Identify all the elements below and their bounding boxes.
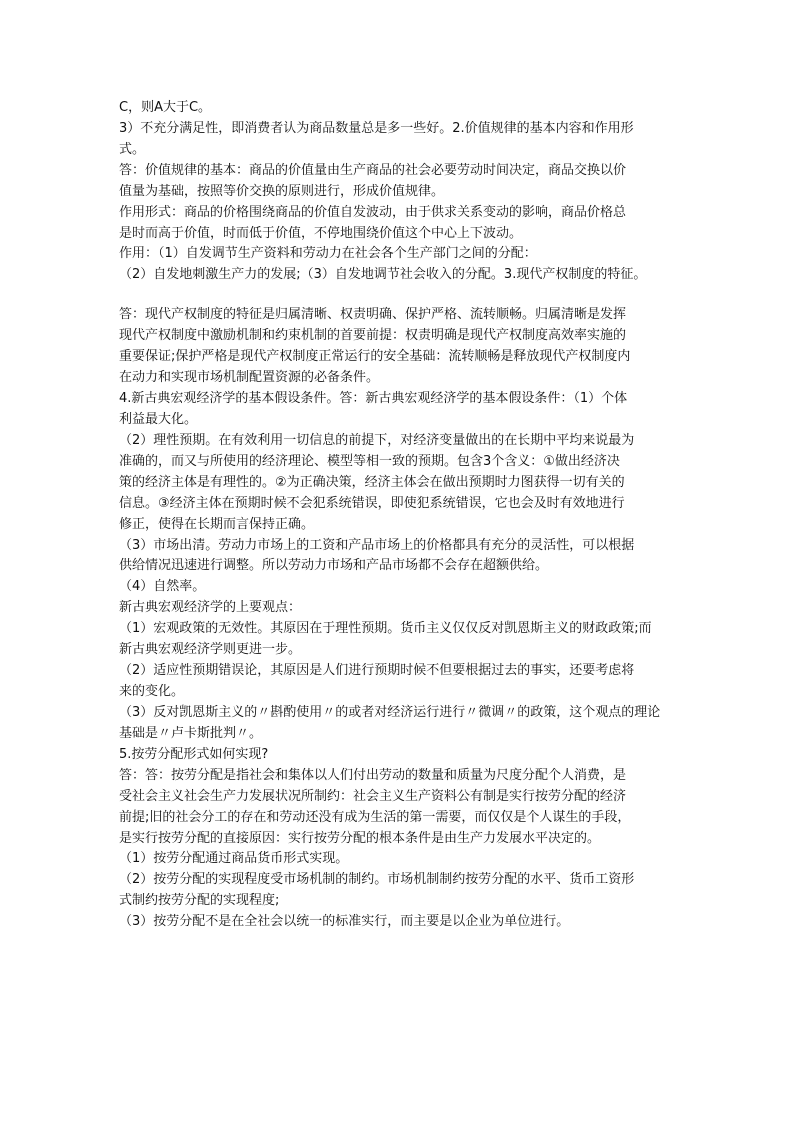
text-line: 信息。③经济主体在预期时候不会犯系统错误，即使犯系统错误，它也会及时有效地进行 <box>119 496 625 511</box>
text-line: 准确的，而又与所使用的经济理论、模型等相一致的预期。包含3个含义：①做出经济决 <box>119 454 620 469</box>
text-line: 答：现代产权制度的特征是归属清晰、权责明确、保护严格、流转顺畅。归属清晰是发挥 <box>119 307 627 322</box>
text-line: （3）按劳分配不是在全社会以统一的标准实行，而主要是以企业为单位进行。 <box>119 914 570 929</box>
text-line: （1）宏观政策的无效性。其原因在于理性预期。货币主义仅仅反对凯恩斯主义的财政政策;而 <box>119 621 652 636</box>
text-line: 利益最大化。 <box>119 412 198 427</box>
text-line: 式。 <box>119 142 146 157</box>
text-line: 前提;旧的社会分工的存在和劳动还没有成为生活的第一需要，而仅仅是个人谋生的手段， <box>119 810 631 825</box>
text-line: （1）按劳分配通过商品货币形式实现。 <box>119 851 349 866</box>
text-line: 策的经济主体是有理性的。②为正确决策，经济主体会在做出预期时力图获得一切有关的 <box>119 475 625 490</box>
text-line: （2）按劳分配的实现程度受市场机制的制约。市场机制制约按劳分配的水平、货币工资形 <box>119 872 635 887</box>
text-line: （3）反对凯恩斯主义的〃斟酌使用〃的或者对经济运行进行〃微调〃的政策，这个观点的理论 <box>119 705 661 720</box>
text-line: 4.新古典宏观经济学的基本假设条件。答：新古典宏观经济学的基本假设条件：（1）个体 <box>119 391 628 406</box>
text-line: 基础是〃卢卡斯批判〃。 <box>119 726 263 741</box>
text-line: 值量为基础，按照等价交换的原则进行，形成价值规律。 <box>119 184 445 199</box>
text-line: 来的变化。 <box>119 684 185 699</box>
text-line: 答：答：按劳分配是指社会和集体以人们付出劳动的数量和质量为尺度分配个人消费，是 <box>119 768 627 783</box>
text-line: 是实行按劳分配的直接原因：实行按劳分配的根本条件是由生产力发展水平决定的。 <box>119 831 601 846</box>
text-line: 修正，使得在长期而言保持正确。 <box>119 517 315 532</box>
text-line: 3）不充分满足性，即消费者认为商品数量总是多一些好。2.价值规律的基本内容和作用形 <box>119 121 634 136</box>
text-line: （2）自发地刺激生产力的发展;（3）自发地调节社会收入的分配。3.现代产权制度的特征。 <box>119 267 647 282</box>
text-line: （2）理性预期。在有效利用一切信息的前提下，对经济变量做出的在长期中平均来说最为 <box>119 433 635 448</box>
text-line: 现代产权制度中激励机制和约束机制的首要前提：权责明确是现代产权制度高效率实施的 <box>119 328 627 343</box>
text-line: 是时而高于价值，时而低于价值，不停地围绕价值这个中心上下波动。 <box>119 226 523 241</box>
text-line: 重要保证;保护严格是现代产权制度正常运行的安全基础：流转顺畅是释放现代产权制度内 <box>119 349 631 364</box>
text-line: 新古典宏观经济学则更进一步。 <box>119 642 302 657</box>
text-line: （4）自然率。 <box>119 579 206 594</box>
text-line: 答：价值规律的基本：商品的价值量由生产商品的社会必要劳动时间决定，商品交换以价 <box>119 163 627 178</box>
text-line: 供给情况迅速进行调整。所以劳动力市场和产品市场都不会存在超额供给。 <box>119 558 549 573</box>
text-line: （3）市场出清。劳动力市场上的工资和产品市场上的价格都具有充分的灵活性，可以根据 <box>119 538 635 553</box>
text-line: 5.按劳分配形式如何实现? <box>119 747 269 762</box>
text-line: 在动力和实现市场机制配置资源的必备条件。 <box>119 370 380 385</box>
text-line: （2）适应性预期错误论，其原因是人们进行预期时候不但要根据过去的事实，还要考虑将 <box>119 663 635 678</box>
text-line: C，则A大于C。 <box>119 100 212 115</box>
text-line: 作用：（1）自发调节生产资料和劳动力在社会各个生产部门之间的分配： <box>119 246 537 261</box>
text-line: 新古典宏观经济学的上要观点： <box>119 600 302 615</box>
text-line: 受社会主义社会生产力发展状况所制约：社会主义生产资料公有制是实行按劳分配的经济 <box>119 789 627 804</box>
text-line: 作用形式：商品的价格围绕商品的价值自发波动，由于供求关系变动的影响，商品价格总 <box>119 205 627 220</box>
text-line: 式制约按劳分配的实现程度; <box>119 893 280 908</box>
